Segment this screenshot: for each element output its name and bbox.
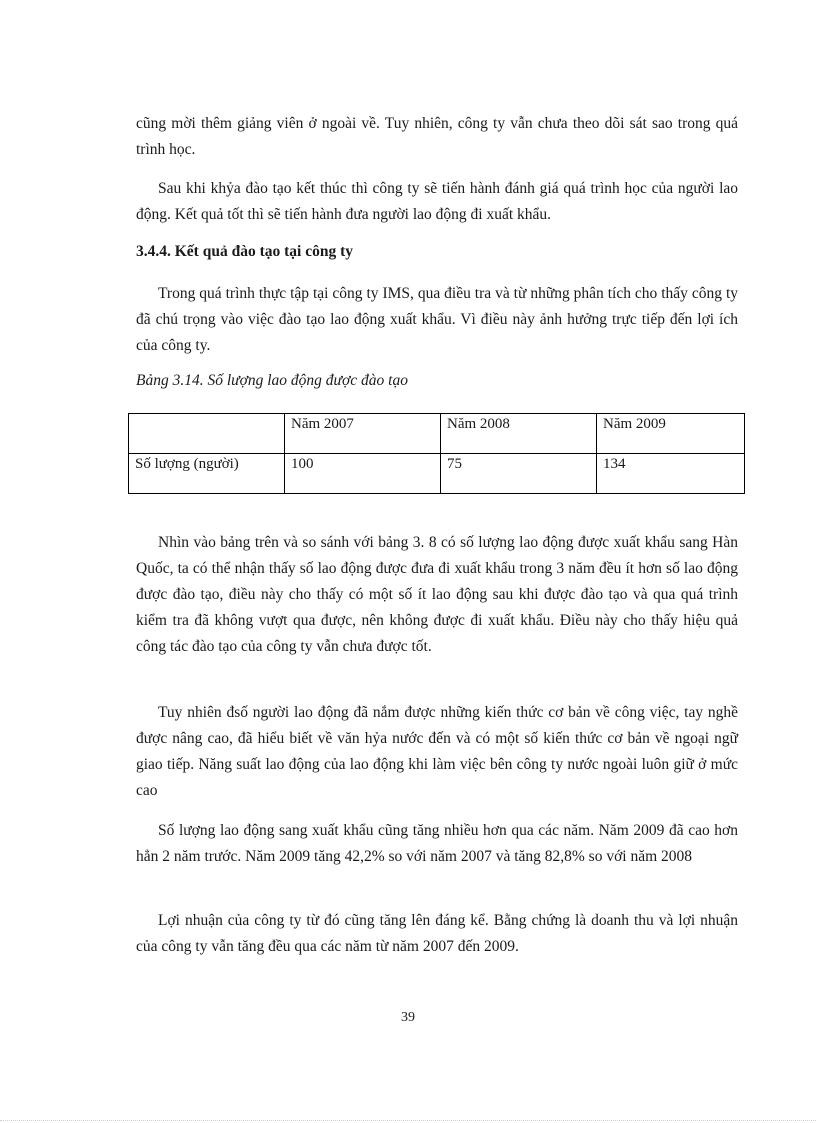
paragraph-4: Tuy nhiên đsố người lao động đã nắm được những kiến thức cơ bản về công việc, tay nghề được nâng cao, đã hiểu biết về văn hỷa nước đến và có một số kiến thức cơ bản về ngoại ngữ giao tiếp. Năng suất lao động của lao động khi làm việc bên công ty nước ngoài luôn giữ ở mức cao bbox=[136, 704, 738, 799]
page-number: 39 bbox=[401, 1010, 415, 1025]
table-cell: Số lượng (người) bbox=[129, 454, 285, 494]
table-header-row bbox=[129, 414, 745, 454]
section-intro: Trong quá trình thực tập tại công ty IMS, qua điều tra và từ những phân tích cho thấy công ty đã chú trọng vào việc đào tạo lao động xuất khẩu. Vì điều này ảnh hưởng trực tiếp đến lợi ích của công ty. bbox=[136, 285, 738, 354]
table-header-cell bbox=[129, 414, 285, 454]
section-heading: 3.4.4. Kết quả đào tạo tại công ty bbox=[136, 243, 353, 260]
table-caption: Bảng 3.14. Số lượng lao động được đào tạo bbox=[136, 372, 408, 389]
paragraph-3: Nhìn vào bảng trên và so sánh với bảng 3. 8 có số lượng lao động được xuất khẩu sang Hàn Quốc, ta có thể nhận thấy số lao động được đưa đi xuất khẩu trong 3 năm đều ít hơn số lao động được đào tạo, điều này cho thấy có một số ít lao động sau khi được đào tạo và qua quá trình kiểm tra đã không vượt qua được, nên không được đi xuất khẩu. Điều này cho thấy hiệu quả công tác đào tạo của công ty vẫn chưa được tốt. bbox=[136, 534, 738, 655]
page-bottom-divider bbox=[0, 1120, 816, 1121]
table-header-cell: Năm 2007 bbox=[285, 414, 441, 454]
table-header-cell: Năm 2009 bbox=[597, 414, 745, 454]
table-cell: 75 bbox=[441, 454, 597, 494]
paragraph-2: Sau khi khỷa đào tạo kết thúc thì công ty sẽ tiến hành đánh giá quá trình học của người lao động. Kết quả tốt thì sẽ tiến hành đưa người lao động đi xuất khẩu. bbox=[136, 180, 738, 223]
table-cell: 100 bbox=[285, 454, 441, 494]
paragraph-5: Số lượng lao động sang xuất khẩu cũng tăng nhiều hơn qua các năm. Năm 2009 đã cao hơn hẳn 2 năm trước. Năm 2009 tăng 42,2% so với năm 2007 và tăng 82,8% so với năm 2008 bbox=[136, 822, 738, 865]
training-table bbox=[128, 413, 745, 494]
table-header-cell: Năm 2008 bbox=[441, 414, 597, 454]
table-cell: 134 bbox=[597, 454, 745, 494]
paragraph-6: Lợi nhuận của công ty từ đó cũng tăng lên đáng kể. Bằng chứng là doanh thu và lợi nhuận của công ty vẫn tăng đều qua các năm từ năm 2007 đến 2009. bbox=[136, 912, 738, 955]
table-row bbox=[129, 454, 745, 494]
paragraph-1: cũng mời thêm giảng viên ở ngoài về. Tuy nhiên, công ty vẫn chưa theo dõi sát sao trong quá trình học. bbox=[136, 115, 738, 158]
